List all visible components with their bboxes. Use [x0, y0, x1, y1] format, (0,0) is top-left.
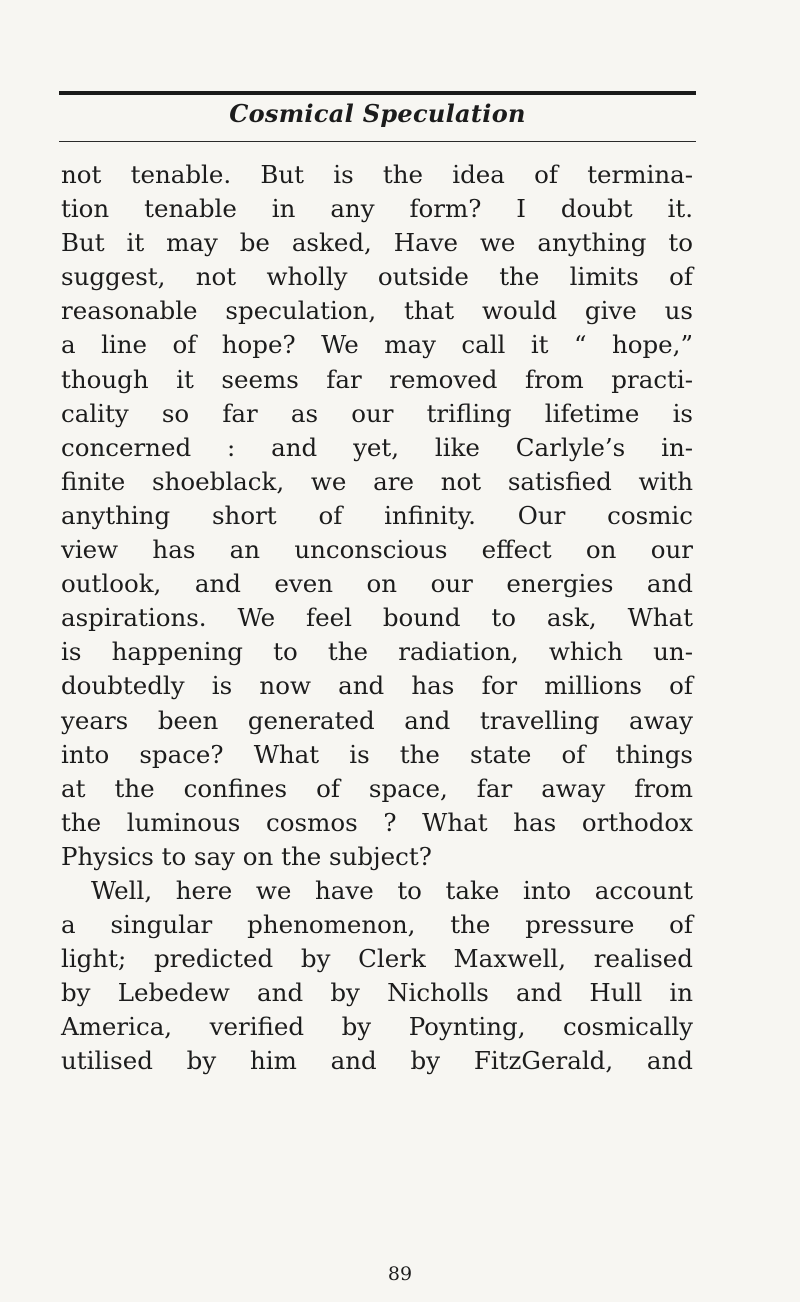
text-line: aspirations. We feel bound to ask, What	[61, 603, 693, 633]
text-line: tion tenable in any form? I doubt it.	[61, 194, 693, 224]
text-line: a line of hope? We may call it “ hope,”	[61, 330, 693, 360]
text-line: utilised by him and by FitzGerald, and	[61, 1046, 693, 1076]
text-line: at the confines of space, far away from	[61, 773, 693, 803]
text-line: though it seems far removed from practi-	[61, 364, 693, 394]
text-line: reasonable speculation, that would give us	[61, 296, 693, 326]
text-line: outlook, and even on our energies and	[61, 569, 693, 599]
text-line: view has an unconscious effect on our	[61, 535, 693, 565]
text-line: a singular phenomenon, the pressure of	[61, 910, 693, 940]
text-line: America, verified by Poynting, cosmically	[61, 1012, 693, 1042]
text-line-paragraph-start: Well, here we have to take into account	[91, 875, 693, 905]
page-number: 89	[387, 1263, 413, 1285]
text-line: doubtedly is now and has for millions of	[61, 671, 693, 701]
text-line: the luminous cosmos ? What has orthodox	[61, 807, 693, 837]
text-line: anything short of infinity. Our cosmic	[61, 500, 693, 530]
body-text	[61, 158, 693, 1079]
text-line: not tenable. But is the idea of termina-	[61, 160, 693, 189]
text-line: by Lebedew and by Nicholls and Hull in	[61, 978, 693, 1008]
text-line: finite shoeblack, we are not satisfied with	[61, 466, 693, 496]
text-line: But it may be asked, Have we anything to	[61, 228, 693, 258]
text-line: concerned : and yet, like Carlyle’s in-	[61, 432, 693, 462]
running-head: Cosmical Speculation	[229, 99, 526, 128]
text-line: suggest, not wholly outside the limits of	[61, 262, 693, 292]
text-line-paragraph-end: Physics to say on the subject?	[61, 841, 432, 871]
text-line: light; predicted by Clerk Maxwell, realised	[61, 944, 693, 974]
text-line: is happening to the radiation, which un-	[61, 637, 693, 667]
text-line: into space? What is the state of things	[61, 739, 693, 769]
text-line: cality so far as our trifling lifetime is	[61, 398, 693, 428]
text-line: years been generated and travelling away	[61, 705, 693, 735]
head-rule	[59, 141, 696, 142]
